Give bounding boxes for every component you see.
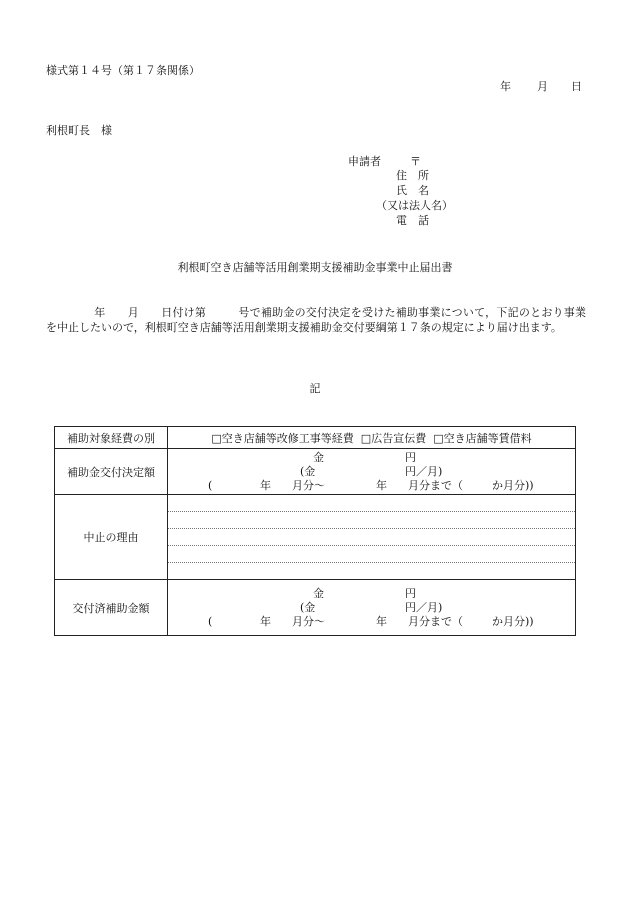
option-advertising[interactable]: □広告宣伝費	[360, 431, 427, 445]
reason-label: 中止の理由	[55, 495, 168, 580]
decision-amount-label: 補助金交付決定額	[55, 449, 168, 495]
addressee: 利根町長 様	[46, 124, 112, 137]
body-month: 月	[127, 306, 139, 319]
decision-month1: 月分～	[292, 478, 325, 492]
option-rent[interactable]: □空き店舗等賃借料	[433, 431, 532, 445]
body-paragraph	[46, 305, 586, 335]
decision-period-open: (	[208, 478, 213, 492]
decision-en: 円	[405, 450, 416, 464]
corp-name-label: （又は法人名）	[376, 199, 453, 212]
form-number: 様式第１４号（第１７条関係）	[46, 64, 200, 77]
paid-month2: 月分まで（	[408, 614, 463, 628]
paid-period-open: (	[208, 614, 213, 628]
paid-kin: 金	[313, 586, 324, 600]
row-paid-amount	[55, 580, 576, 636]
reason-field[interactable]	[168, 495, 576, 580]
paid-year2: 年	[376, 614, 387, 628]
applicant-label: 申請者	[348, 155, 381, 168]
body-number-suffix: 号で補助金の交付決定を受けた補助事業について，下記のとおり事業を中止したいので，利根町空き店舗等活用創業期支援補助金交付要綱第１７条の規定により届け出ます。	[46, 306, 587, 334]
paid-paren-kin: (金	[300, 600, 316, 614]
decision-paren-kin: (金	[300, 464, 316, 478]
decision-year2: 年	[376, 478, 387, 492]
expense-type-label: 補助対象経費の別	[55, 427, 168, 449]
reason-line[interactable]	[168, 529, 575, 546]
ki-heading: 記	[309, 382, 321, 395]
paid-year1: 年	[260, 614, 271, 628]
paid-en-per-month: 円／月)	[405, 600, 443, 614]
decision-year1: 年	[260, 478, 271, 492]
reason-line[interactable]	[168, 495, 575, 512]
form-table	[54, 426, 576, 636]
date-year-label: 年	[500, 80, 511, 93]
phone-label: 電 話	[396, 214, 429, 227]
decision-months-count: か月分))	[492, 478, 534, 492]
row-reason	[55, 495, 576, 580]
row-decision-amount	[55, 449, 576, 495]
decision-amount-field[interactable]	[168, 449, 576, 495]
paid-month1: 月分～	[292, 614, 325, 628]
paid-en: 円	[405, 586, 416, 600]
body-date-suffix: 日付け第	[160, 306, 207, 319]
date-day-label: 日	[571, 80, 582, 93]
paid-amount-label: 交付済補助金額	[55, 580, 168, 636]
reason-line[interactable]	[168, 512, 575, 529]
paid-amount-field[interactable]	[168, 580, 576, 636]
decision-month2: 月分まで（	[408, 478, 463, 492]
postal-mark: 〒	[410, 155, 421, 168]
row-expense-type	[55, 427, 576, 449]
reason-line[interactable]	[168, 546, 575, 563]
date-month-label: 月	[537, 80, 548, 93]
address-label: 住 所	[396, 169, 429, 182]
name-label: 氏 名	[396, 184, 429, 197]
decision-kin: 金	[313, 450, 324, 464]
paid-months-count: か月分))	[492, 614, 534, 628]
reason-line[interactable]	[168, 563, 575, 579]
body-year: 年	[94, 306, 106, 319]
decision-en-per-month: 円／月)	[405, 464, 443, 478]
document-title: 利根町空き店舗等活用創業期支援補助金事業中止届出書	[177, 261, 453, 274]
option-renovation[interactable]: □空き店舗等改修工事等経費	[211, 431, 354, 445]
expense-type-options	[168, 427, 576, 449]
